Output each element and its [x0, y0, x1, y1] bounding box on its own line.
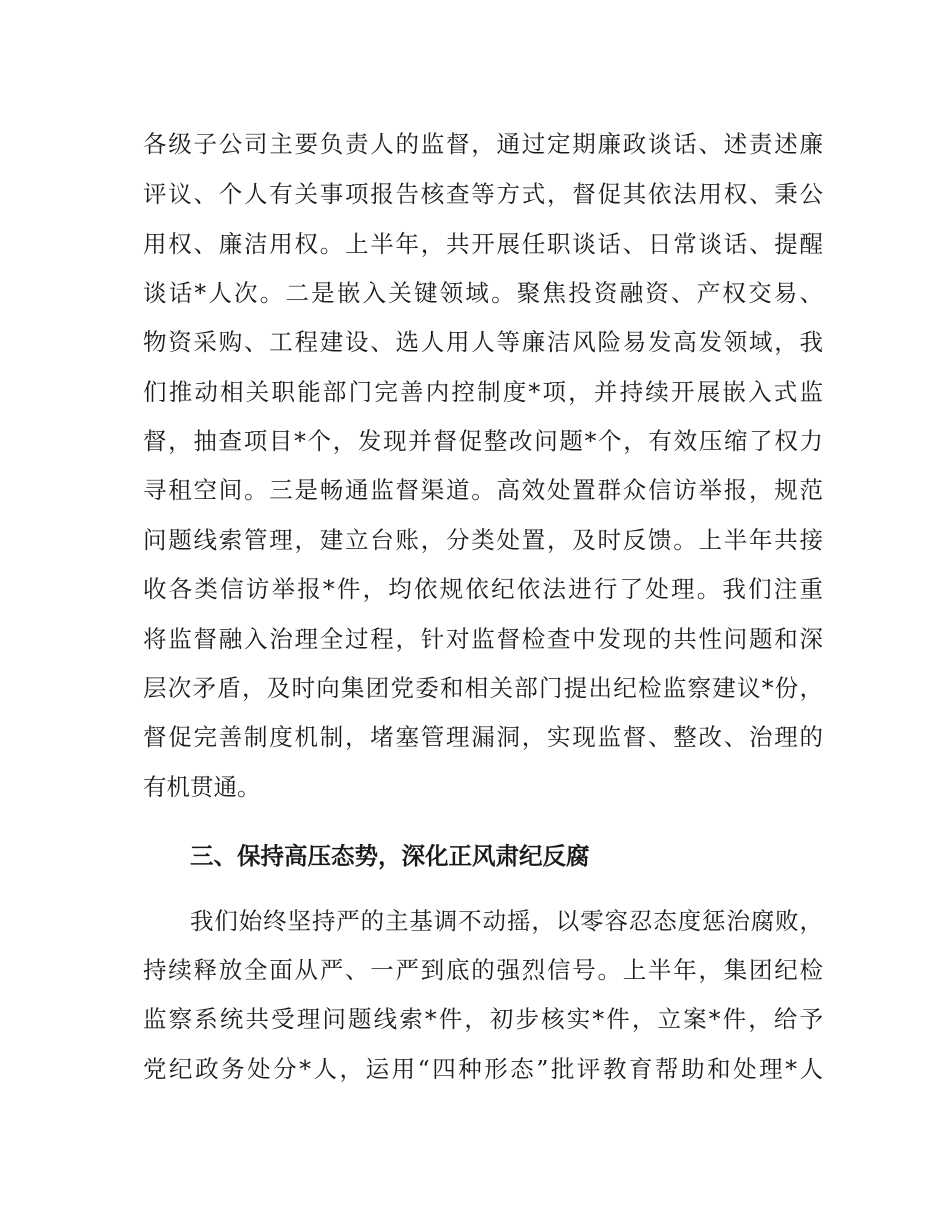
text-line: 评议、个人有关事项报告核查等方式，督促其依法用权、秉公	[143, 180, 823, 208]
text-line: 层次矛盾，及时向集团党委和相关部门提出纪检监察建议*份，	[143, 674, 823, 702]
text-line: 将监督融入治理全过程，针对监督检查中发现的共性问题和深	[143, 625, 823, 653]
text-line: 有机贯通。	[143, 773, 261, 801]
text-line: 收各类信访举报*件，均依规依纪依法进行了处理。我们注重	[143, 575, 823, 603]
text-line: 各级子公司主要负责人的监督，通过定期廉政谈话、述责述廉	[143, 130, 823, 158]
text-line: 谈话*人次。二是嵌入关键领域。聚焦投资融资、产权交易、	[143, 279, 823, 307]
text-line: 督促完善制度机制，堵塞管理漏洞，实现监督、整改、治理的	[143, 723, 823, 751]
text-line: 党纪政务处分*人，运用“四种形态”批评教育帮助和处理*人	[143, 1055, 823, 1083]
text-line: 寻租空间。三是畅通监督渠道。高效处置群众信访举报，规范	[143, 476, 823, 504]
text-line: 我们始终坚持严的主基调不动摇，以零容忍态度惩治腐败，	[190, 907, 823, 935]
text-line: 用权、廉洁用权。上半年，共开展任职谈话、日常谈话、提醒	[143, 230, 823, 258]
text-line: 监察系统共受理问题线索*件，初步核实*件，立案*件，给予	[143, 1005, 823, 1033]
text-line: 们推动相关职能部门完善内控制度*项，并持续开展嵌入式监	[143, 378, 823, 406]
text-line: 督，抽查项目*个，发现并督促整改问题*个，有效压缩了权力	[143, 427, 823, 455]
text-line: 问题线索管理，建立台账，分类处置，及时反馈。上半年共接	[143, 526, 823, 554]
section-heading: 三、保持高压态势，深化正风肃纪反腐	[190, 842, 590, 870]
text-line: 持续释放全面从严、一严到底的强烈信号。上半年，集团纪检	[143, 956, 823, 984]
text-line: 物资采购、工程建设、选人用人等廉洁风险易发高发领域，我	[143, 328, 823, 356]
